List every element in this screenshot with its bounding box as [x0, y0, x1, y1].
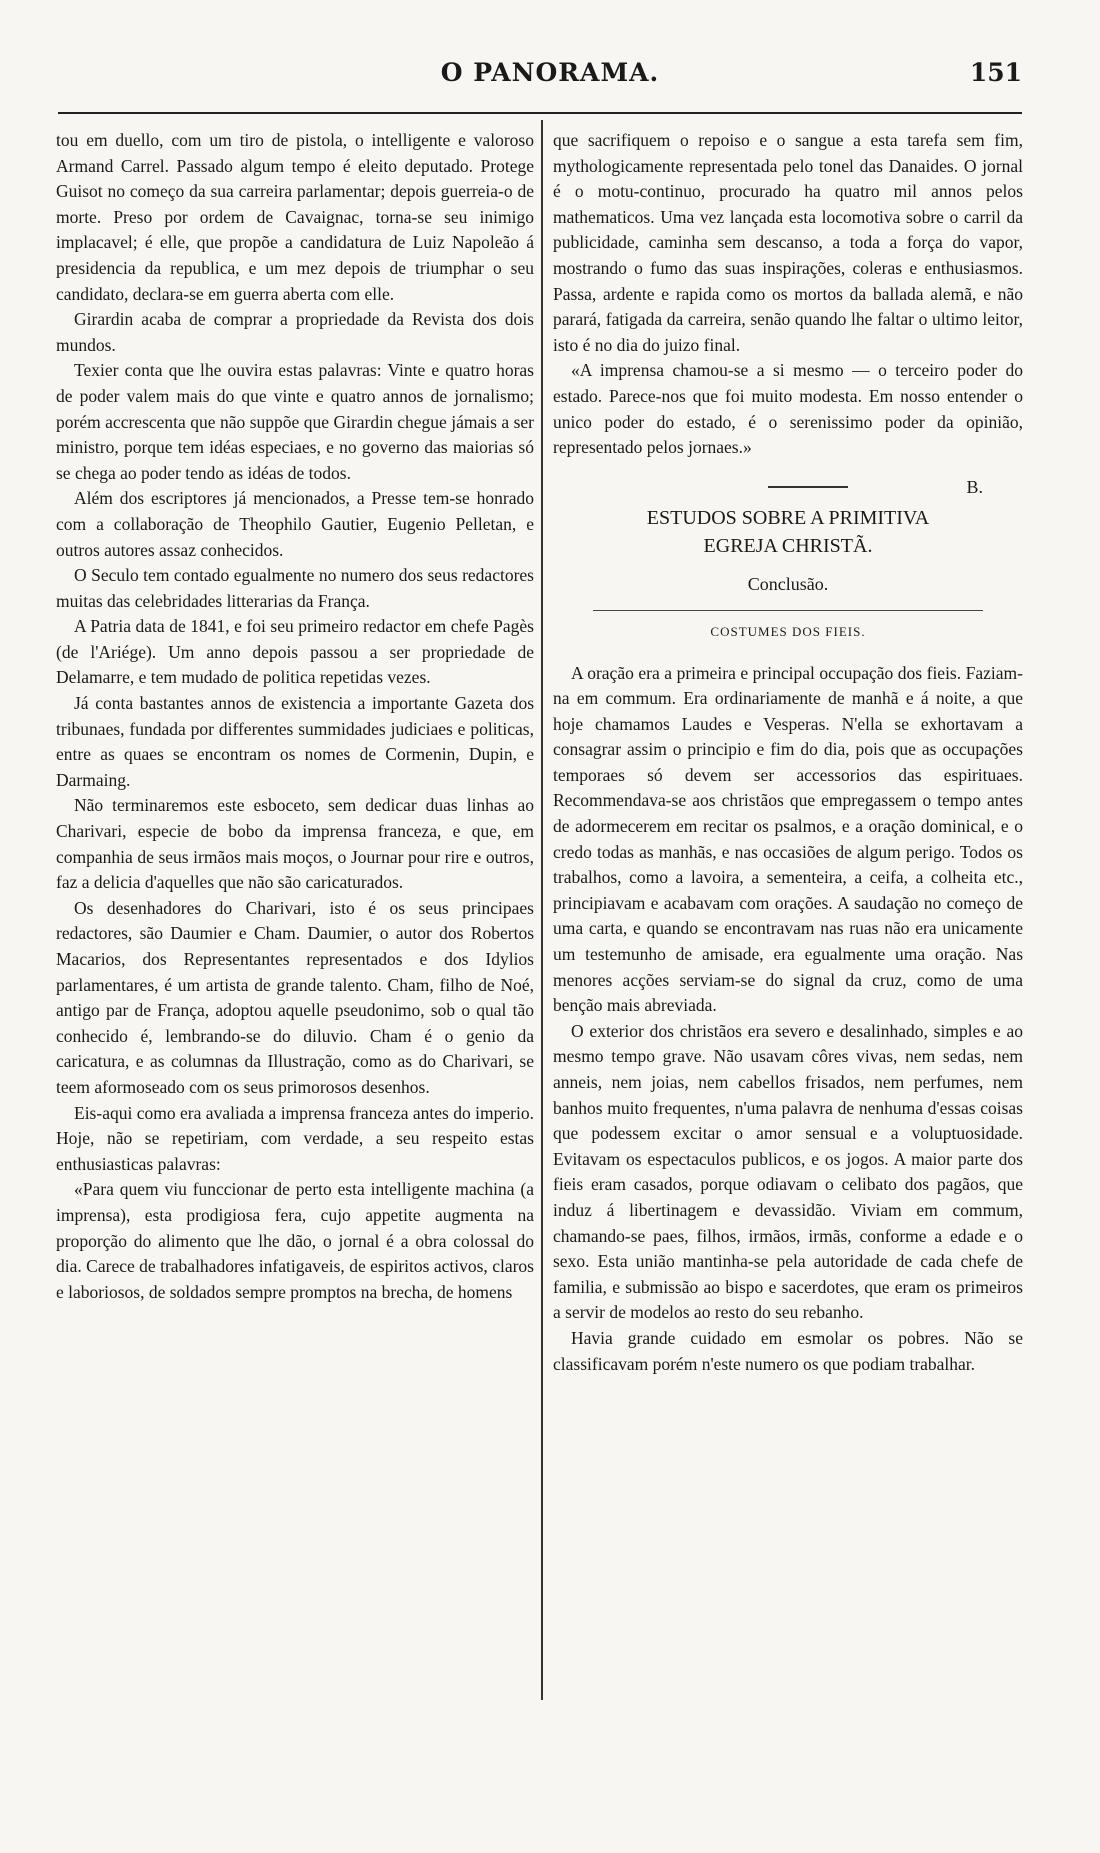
column-divider — [541, 120, 543, 1700]
paragraph: Girardin acaba de comprar a propriedade da Revista dos dois mundos. — [56, 309, 534, 355]
header-rule — [58, 112, 1022, 114]
right-column — [553, 128, 1023, 1377]
section-title-line-1: ESTUDOS SOBRE A PRIMITIVA — [646, 507, 930, 530]
subsection-heading: COSTUMES DOS FIEIS. — [710, 623, 866, 639]
page-number: 151 — [969, 58, 1022, 87]
paragraph: tou em duello, com um tiro de pistola, o intelligente e valoroso Armand Carrel. Passado algum tempo é eleito deputado. Protege Guisot no começo da sua carreira parlamentar; depois guerreia-o de morte. Preso por ordem de Cavaignac, torna-se seu inimigo implacavel; é elle, que propõe a candidatura de Luiz Napoleão á presidencia da republica, e um mez depois de triumphar o seu candidato, declara-se em guerra aberta com elle. — [56, 130, 534, 304]
paragraph: Os desenhadores do Charivari, isto é os seus principaes redactores, são Daumier e Cham. Daumier, o autor dos Robertos Macarios, dos Representantes representados e dos Idylios parlamentares, é um artista de grande talento. Cham, filho de Noé, antigo par de França, adoptou aquelle pseudonimo, sob o qual tão conhecido é, lembrando-se do diluvio. Cham é o genio da caricatura, e as columnas da Illustração, como as do Charivari, se teem aformoseado com os seus primorosos desenhos. — [56, 897, 534, 1097]
paragraph: Além dos escriptores já mencionados, a Presse tem-se honrado com a collaboração de Theophilo Gautier, Eugenio Pelletan, e outros autores assaz conhecidos. — [56, 488, 534, 560]
paragraph: Texier conta que lhe ouvira estas palavras: Vinte e quatro horas de poder valem mais do que vinte e quatro annos de jornalismo; porém accrescenta que não suppõe que Girardin chegue jámais a ser ministro, porque tem idéas especiaes, e no governo das maiorias só se chega ao poder tendo as idéas de todos. — [56, 360, 534, 483]
section-title-line-2: EGREJA CHRISTÃ. — [703, 535, 873, 558]
paragraph: Eis-aqui como era avaliada a imprensa franceza antes do imperio. Hoje, não se repetiriam, com verdade, a seu respeito estas enthusiasticas palavras: — [56, 1102, 534, 1174]
paragraph: que sacrifiquem o repoiso e o sangue a esta tarefa sem fim, mythologicamente representada pelo tonel das Danaides. O jornal é o motu-continuo, procurado ha quatro mil annos pelos mathematicos. Uma vez lançada esta locomotiva sobre o carril da publicidade, caminha sem descanso, a toda a força do vapor, mostrando o fumo das suas inspirações, coleras e enthusiasmos. Passa, ardente e rapida como os mortos da ballada alemã, e não parará, fatigada da carreira, senão quando lhe faltar o ultimo leitor, isto é no dia do juizo final. — [553, 130, 1023, 355]
section-subtitle: Conclusão. — [747, 574, 829, 595]
left-column — [56, 128, 534, 1305]
paragraph: «A imprensa chamou-se a si mesmo — o terceiro poder do estado. Parece-nos que foi muito modesta. Em nosso entender o unico poder do estado, é o serenissimo poder da opinião, representado pelos jornaes.» — [553, 360, 1023, 458]
subsection-rule — [593, 610, 983, 611]
section-separator — [768, 486, 848, 488]
paragraph: O Seculo tem contado egualmente no numero dos seus redactores muitas das celebridades litterarias da França. — [56, 565, 534, 611]
paragraph: Já conta bastantes annos de existencia a importante Gazeta dos tribunaes, fundada por differentes summidades judiciaes e politicas, entre as quaes se encontram os nomes de Cormenin, Dupin, e Darmaing. — [56, 693, 534, 790]
paragraph: Havia grande cuidado em esmolar os pobres. Não se classificavam porém n'este numero os que podiam trabalhar. — [553, 1327, 1023, 1374]
signature: B. — [966, 476, 983, 497]
page-header-title: O PANORAMA. — [440, 58, 660, 87]
paragraph: O exterior dos christãos era severo e desalinhado, simples e ao mesmo tempo grave. Não usavam côres vivas, nem sedas, nem anneis, nem joias, nem cabellos frisados, nem perfumes, nem banhos muito frequentes, n'uma palavra de nenhuma d'essas coisas que podessem excitar o amor sensual e a voluptuosidade. Evitavam os espectaculos publicos, e os jogos. A maior parte dos fieis eram casados, porque odiavam o celibato dos pagãos, que induz á libertinagem e devassidão. Viviam em commum, chamando-se paes, filhos, irmãos, irmãs, conforme a edade e o sexo. Esta união mantinha-se pela autoridade de cada chefe de familia, e submissão ao bispo e sacerdotes, que eram os primeiros a servir de modelos ao resto do seu rebanho. — [553, 1020, 1023, 1323]
paragraph: Não terminaremos este esboceto, sem dedicar duas linhas ao Charivari, especie de bobo da imprensa franceza, e que, em companhia de seus irmãos mais moços, o Journar pour rire e outros, faz a delicia d'aquelles que não são caricaturados. — [56, 795, 534, 893]
paragraph: A oração era a primeira e principal occupação dos fieis. Faziam-na em commum. Era ordinariamente de manhã e á noite, a que hoje chamamos Laudes e Vesperas. N'ella se exhortavam a consagrar assim o principio e fim do dia, pois que as occupações temporaes só devem ser accessorios das espirituaes. Recommendava-se aos christãos que empregassem o tempo antes de adormecerem em recitar os psalmos, e a oração dominical, e o credo todas as manhãs, e nas occasiões de algum perigo. Todos os trabalhos, como a lavoira, a sementeira, a ceifa, a colheita etc., principiavam e acabavam com orações. A saudação no começo de uma carta, e quando se encontravam nas ruas não era unicamente um testemunho de amisade, era egualmente uma oração. Nas menores acções serviam-se do signal da cruz, como de uma benção mais abreviada. — [553, 662, 1023, 1016]
paragraph: A Patria data de 1841, e foi seu primeiro redactor em chefe Pagès (de l'Ariége). Um anno depois passou a ser propriedade de Delamarre, e tem mudado de politica repetidas vezes. — [56, 616, 534, 688]
paragraph: «Para quem viu funccionar de perto esta intelligente machina (a imprensa), esta prodigiosa fera, cujo appetite augmenta na proporção do alimento que lhe dão, o jornal é a obra colossal do dia. Carece de trabalhadores infatigaveis, de espiritos activos, claros e laboriosos, de soldados sempre promptos na brecha, de homens — [56, 1179, 534, 1302]
